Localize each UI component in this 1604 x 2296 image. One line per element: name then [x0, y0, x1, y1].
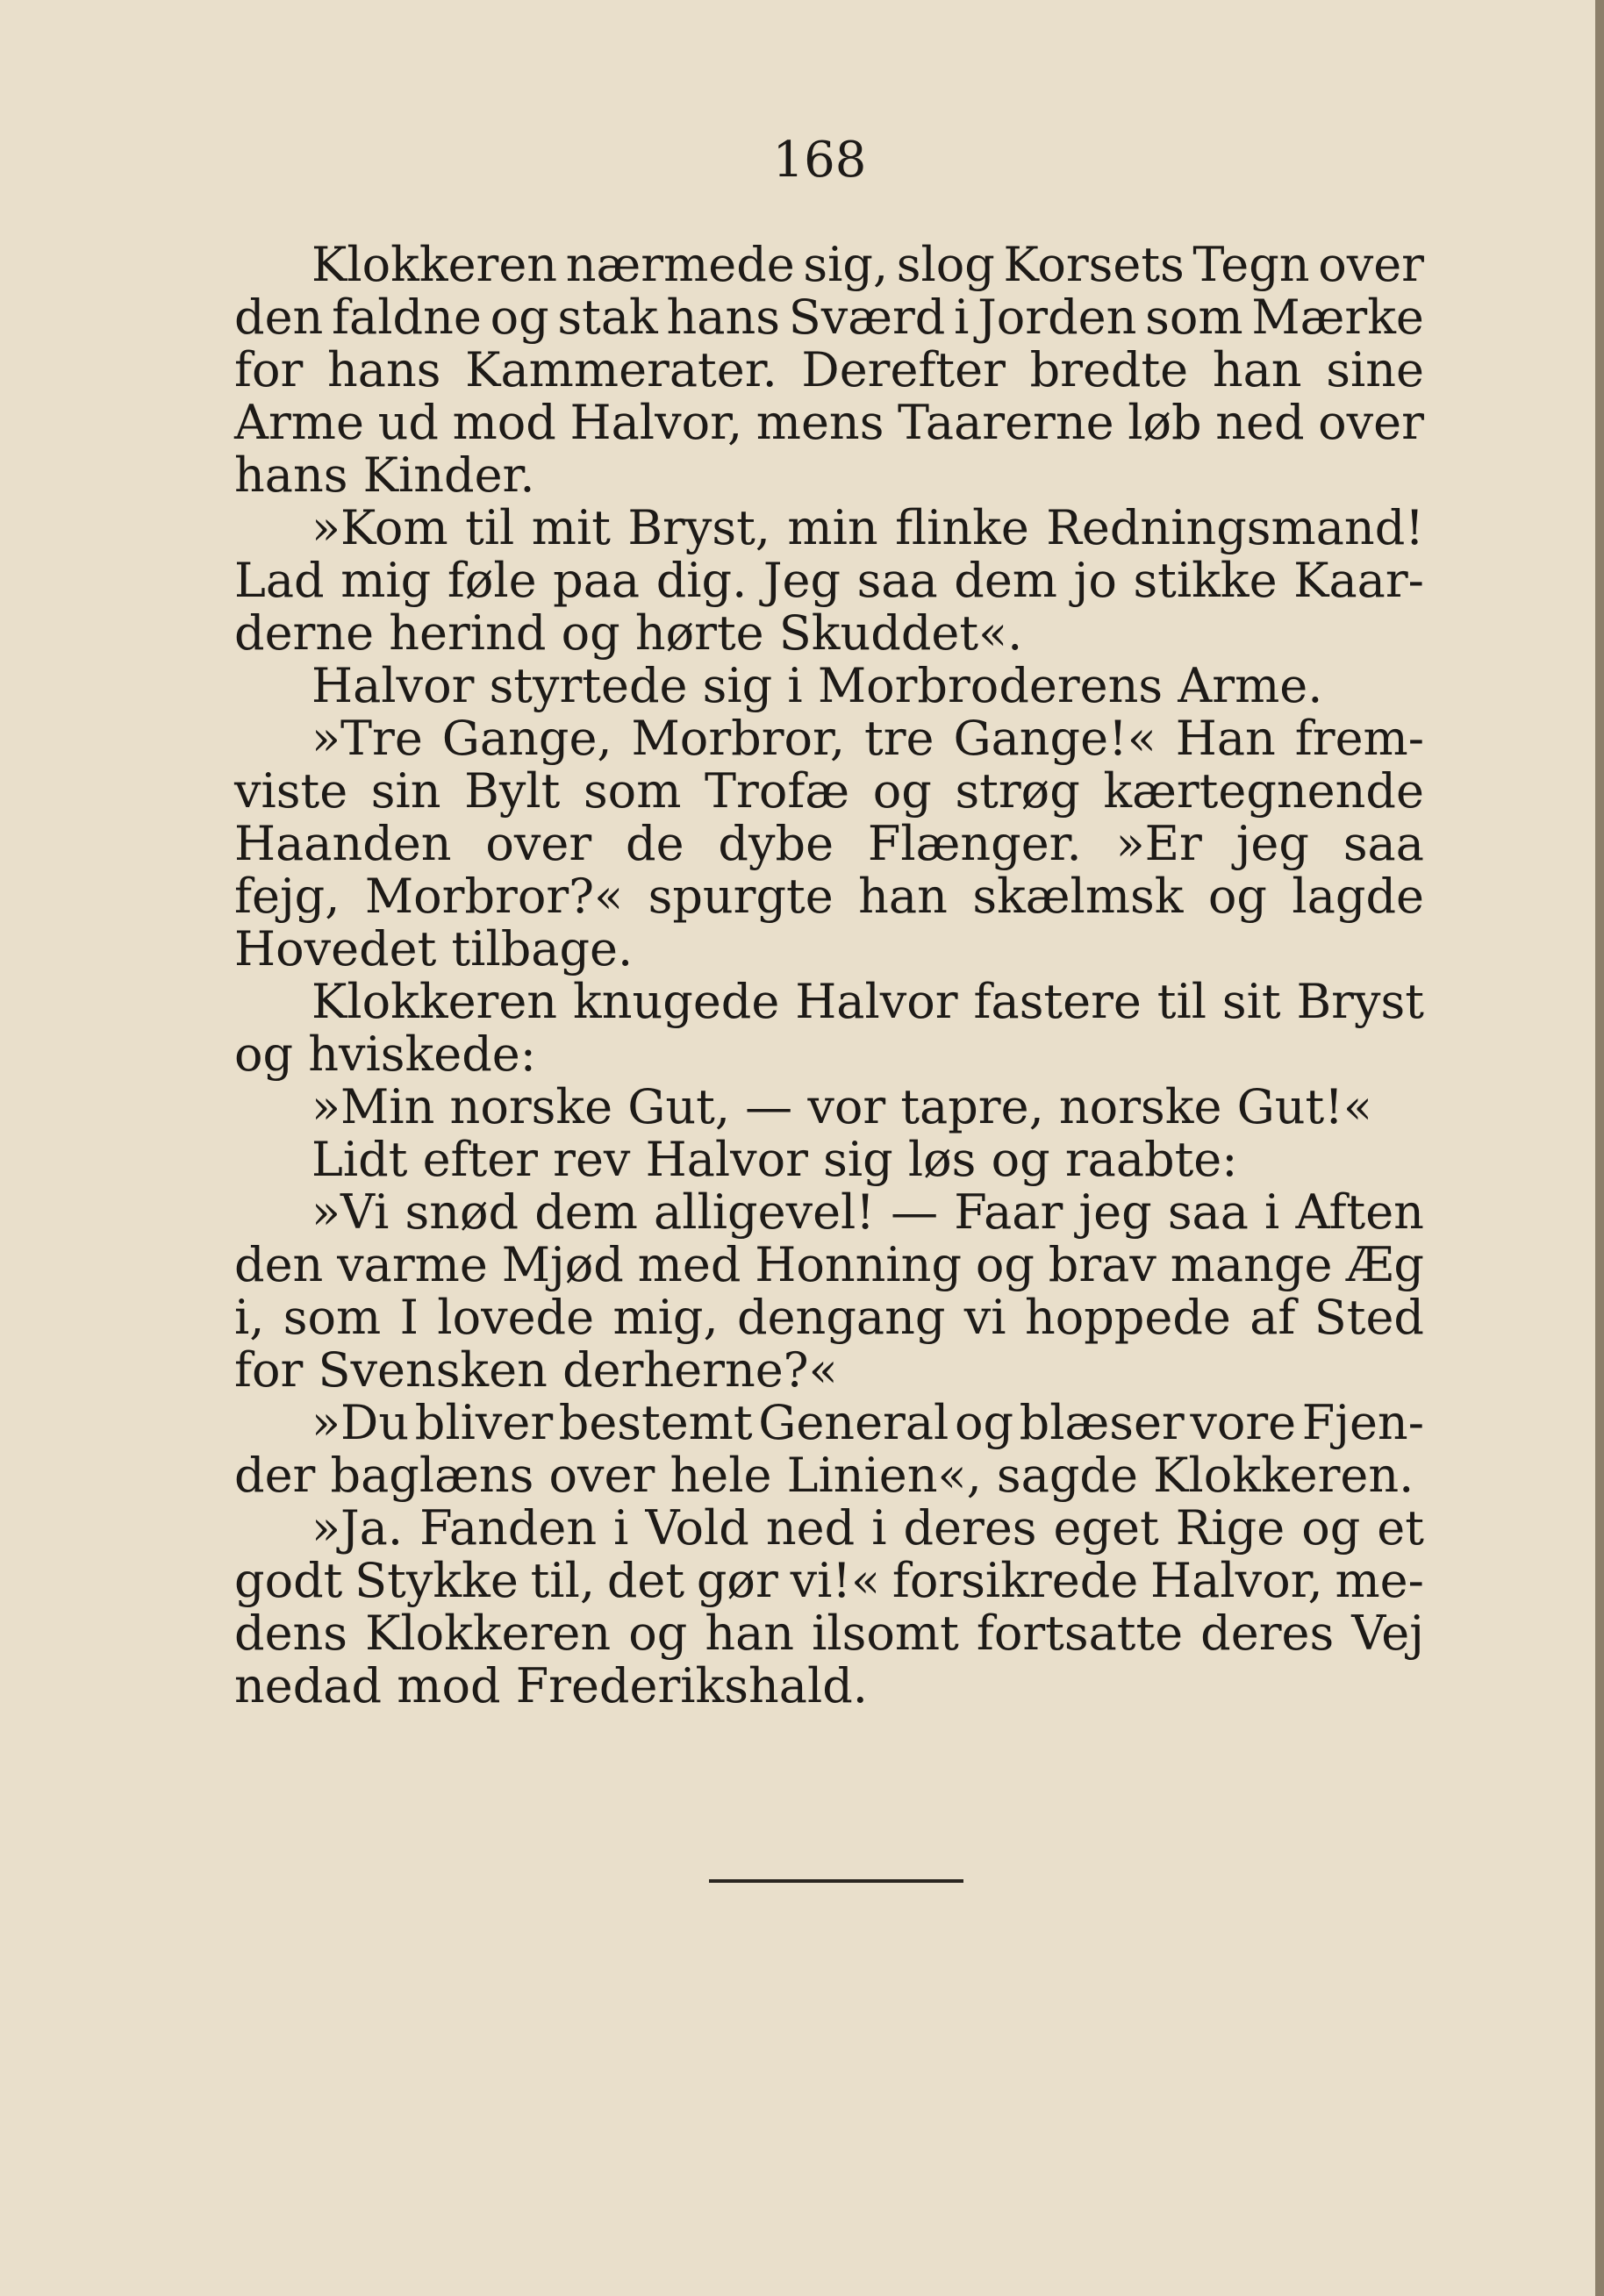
- word: Sted: [1314, 1290, 1424, 1345]
- word: jo: [1073, 553, 1117, 608]
- text-line: [234, 344, 1424, 397]
- word: sagde: [996, 1448, 1154, 1503]
- word: Kaar-: [1293, 553, 1424, 608]
- word: i,: [234, 1290, 265, 1345]
- word: dens: [234, 1606, 348, 1661]
- word: hoppede: [1024, 1290, 1231, 1345]
- word: Flænger.: [867, 816, 1082, 871]
- word: i: [613, 1500, 629, 1556]
- word: Taarerne: [898, 395, 1114, 450]
- text-line: [234, 502, 1424, 554]
- word: Æg: [1346, 1237, 1424, 1292]
- word: saa: [1343, 816, 1424, 871]
- word: der: [234, 1448, 331, 1503]
- word: Klokkeren.: [1153, 1448, 1414, 1503]
- word: mens: [755, 395, 884, 450]
- text-line: [234, 1186, 1424, 1239]
- word: til: [465, 500, 515, 555]
- word: Skuddet«.: [778, 605, 1023, 661]
- word: skælmsk: [972, 869, 1184, 924]
- word: Korsets: [1003, 237, 1185, 292]
- text-line: [234, 923, 1424, 976]
- word: tapre,: [900, 1079, 1059, 1134]
- word: min: [787, 500, 878, 555]
- word: nedad: [234, 1658, 397, 1713]
- word: gør: [696, 1553, 778, 1608]
- word: bestemt: [558, 1395, 753, 1450]
- word: føle: [447, 553, 537, 608]
- word: lovede: [437, 1290, 595, 1345]
- word: flinke: [895, 500, 1029, 555]
- word: han: [705, 1606, 795, 1661]
- word: kærtegnende: [1103, 763, 1424, 819]
- word: —: [891, 1184, 939, 1240]
- word: Sværd: [788, 290, 946, 345]
- word: strøg: [955, 763, 1080, 819]
- word: vi!«: [790, 1553, 881, 1608]
- word: til,: [530, 1553, 595, 1608]
- word: alligevel!: [654, 1184, 876, 1240]
- word: Faar: [954, 1184, 1063, 1240]
- word: ned: [1215, 395, 1305, 450]
- word: Arme: [234, 395, 364, 450]
- word: for: [234, 1342, 319, 1398]
- word: godt: [234, 1553, 343, 1608]
- text-line: [234, 1555, 1424, 1607]
- word: Derefter: [801, 342, 1006, 397]
- text-line: [234, 1397, 1424, 1449]
- word: efter: [422, 1132, 554, 1187]
- word: herind: [389, 605, 562, 661]
- word: Kammerater.: [465, 342, 777, 397]
- text-line: [234, 712, 1424, 765]
- word: og: [628, 1606, 688, 1661]
- word: dem: [534, 1184, 638, 1240]
- word: saa: [1167, 1184, 1249, 1240]
- word: General: [758, 1395, 949, 1450]
- word: Svensken: [318, 1342, 563, 1398]
- word: Halvor,: [1150, 1553, 1323, 1608]
- word: han: [1212, 342, 1302, 397]
- word: deres: [1200, 1606, 1335, 1661]
- word: hviskede:: [308, 1026, 536, 1082]
- word: knugede: [572, 974, 780, 1029]
- word: Klokkeren: [311, 237, 558, 292]
- word: snød: [405, 1184, 519, 1240]
- word: og: [1207, 869, 1267, 924]
- word: i: [954, 290, 970, 345]
- text-line: [234, 554, 1424, 607]
- word: det: [606, 1553, 685, 1608]
- word: Bylt: [464, 763, 561, 819]
- word: hans: [326, 342, 441, 397]
- word: mange: [1170, 1237, 1333, 1292]
- word: Halvor: [645, 1132, 824, 1187]
- word: Han: [1175, 711, 1276, 766]
- word: over: [548, 1448, 670, 1503]
- word: Fanden: [419, 1500, 598, 1556]
- word: Stykke: [354, 1553, 519, 1608]
- text-line: [234, 1449, 1424, 1502]
- word: sig: [702, 658, 788, 713]
- word: »Du: [311, 1395, 410, 1450]
- word: Arme.: [1178, 658, 1323, 713]
- page-edge: [1595, 0, 1604, 2296]
- word: og: [234, 1026, 309, 1082]
- word: i: [1264, 1184, 1280, 1240]
- word: mit: [531, 500, 611, 555]
- word: »Er: [1115, 816, 1202, 871]
- word: Frederikshald.: [515, 1658, 868, 1713]
- word: Gange!«: [953, 711, 1156, 766]
- text-line: [234, 1134, 1424, 1186]
- word: Gut,: [627, 1079, 746, 1134]
- word: ned: [765, 1500, 856, 1556]
- word: Aften: [1295, 1184, 1424, 1240]
- word: dybe: [718, 816, 834, 871]
- word: —: [745, 1079, 808, 1134]
- word: Gut!«: [1236, 1079, 1372, 1134]
- word: mod: [452, 395, 556, 450]
- word: Rige: [1175, 1500, 1285, 1556]
- word: Morbroderens: [817, 658, 1178, 713]
- word: og: [561, 605, 635, 661]
- word: Halvor: [795, 974, 958, 1029]
- word: i: [871, 1500, 887, 1556]
- word: Gange,: [441, 711, 612, 766]
- word: hans: [666, 290, 780, 345]
- word: Kinder.: [362, 447, 535, 503]
- word: løs: [907, 1132, 992, 1187]
- separator-rule: [709, 1879, 963, 1883]
- word: me-: [1335, 1553, 1424, 1608]
- word: Honning: [755, 1237, 963, 1292]
- word: som: [1145, 290, 1243, 345]
- word: Halvor: [311, 658, 490, 713]
- word: »Min: [311, 1079, 450, 1134]
- word: jeg: [1235, 816, 1309, 871]
- text-line: [234, 870, 1424, 923]
- word: Mærke: [1251, 290, 1424, 345]
- word: bredte: [1029, 342, 1189, 397]
- word: derne: [234, 605, 390, 661]
- word: i: [787, 658, 818, 713]
- word: jeg: [1078, 1184, 1152, 1240]
- word: »Ja.: [311, 1500, 404, 1556]
- word: sine: [1326, 342, 1424, 397]
- word: sig: [823, 1132, 908, 1187]
- word: derherne?«: [562, 1342, 838, 1398]
- word: Bryst,: [627, 500, 770, 555]
- word: sig,: [803, 237, 889, 292]
- word: mig,: [612, 1290, 719, 1345]
- word: Halvor,: [569, 395, 743, 450]
- text-line: [234, 1660, 1424, 1713]
- word: over: [485, 816, 592, 871]
- word: nærmede: [565, 237, 795, 292]
- text-line: [234, 1291, 1424, 1344]
- word: over: [1318, 395, 1424, 450]
- word: forsikrede: [892, 1553, 1139, 1608]
- word: dig.: [655, 553, 748, 608]
- text-line: [234, 1239, 1424, 1291]
- word: den: [234, 290, 324, 345]
- word: han: [858, 869, 948, 924]
- word: Vold: [645, 1500, 749, 1556]
- word: vi: [963, 1290, 1006, 1345]
- word: I: [399, 1290, 419, 1345]
- word: ilsomt: [812, 1606, 959, 1661]
- word: vor: [807, 1079, 901, 1134]
- text-line: [234, 1502, 1424, 1555]
- word: saa: [856, 553, 938, 608]
- word: et: [1377, 1500, 1424, 1556]
- word: eget: [1053, 1500, 1159, 1556]
- word: spurgte: [648, 869, 834, 924]
- text-line: [234, 1607, 1424, 1660]
- text-line: [234, 818, 1424, 870]
- word: slog: [896, 237, 995, 292]
- word: stikke: [1133, 553, 1278, 608]
- word: viste: [234, 763, 348, 819]
- word: Jorden: [977, 290, 1137, 345]
- word: Fjen-: [1301, 1395, 1424, 1450]
- word: styrtede: [489, 658, 703, 713]
- word: sit: [1221, 974, 1281, 1029]
- word: vore: [1190, 1395, 1297, 1450]
- word: Hovedet: [234, 921, 452, 976]
- word: frem-: [1294, 711, 1424, 766]
- word: rev: [553, 1132, 646, 1187]
- word: med: [637, 1237, 741, 1292]
- text-line: [234, 1081, 1424, 1134]
- word: den: [234, 1237, 324, 1292]
- word: og: [991, 1132, 1065, 1187]
- word: varme: [337, 1237, 488, 1292]
- word: Bryst: [1296, 974, 1424, 1029]
- body-text: [234, 239, 1424, 1713]
- word: og: [1301, 1500, 1361, 1556]
- word: tre: [864, 711, 934, 766]
- word: Klokkeren: [365, 1606, 612, 1661]
- word: norske: [449, 1079, 628, 1134]
- word: faldne: [332, 290, 482, 345]
- word: og: [872, 763, 932, 819]
- word: Redningsmand!: [1046, 500, 1424, 555]
- word: dengang: [737, 1290, 946, 1345]
- word: blæser: [1019, 1395, 1185, 1450]
- word: Trofæ: [705, 763, 850, 819]
- word: Vej: [1351, 1606, 1424, 1661]
- word: for: [234, 342, 304, 397]
- text-line: [234, 1028, 1424, 1081]
- text-line: [234, 239, 1424, 291]
- word: »Tre: [311, 711, 423, 766]
- word: hans: [234, 447, 363, 503]
- word: som: [583, 763, 682, 819]
- text-line: [234, 291, 1424, 344]
- word: og: [954, 1395, 1014, 1450]
- word: til: [1156, 974, 1207, 1029]
- word: over: [1318, 237, 1424, 292]
- word: »Vi: [311, 1184, 390, 1240]
- word: norske: [1058, 1079, 1237, 1134]
- word: fastere: [973, 974, 1142, 1029]
- text-line: [234, 660, 1424, 712]
- word: som: [283, 1290, 382, 1345]
- word: Linien«,: [786, 1448, 997, 1503]
- word: lagde: [1292, 869, 1424, 924]
- text-line: [234, 1344, 1424, 1397]
- word: sin: [370, 763, 441, 819]
- word: stak: [557, 290, 658, 345]
- word: og: [490, 290, 549, 345]
- word: fortsatte: [976, 1606, 1184, 1661]
- text-line: [234, 976, 1424, 1028]
- word: Mjød: [501, 1237, 624, 1292]
- word: hørte: [634, 605, 779, 661]
- word: Morbror?«: [364, 869, 624, 924]
- page-number: 168: [772, 132, 867, 189]
- word: paa: [553, 553, 641, 608]
- word: bliver: [414, 1395, 554, 1450]
- word: deres: [903, 1500, 1037, 1556]
- word: tilbage.: [451, 921, 634, 976]
- word: ud: [377, 395, 439, 450]
- word: af: [1250, 1290, 1296, 1345]
- word: løb: [1128, 395, 1202, 450]
- word: Klokkeren: [311, 974, 558, 1029]
- word: de: [626, 816, 684, 871]
- word: »Kom: [311, 500, 448, 555]
- word: Tegn: [1192, 237, 1310, 292]
- word: Lad: [234, 553, 325, 608]
- word: mod: [397, 1658, 516, 1713]
- word: Jeg: [763, 553, 841, 608]
- word: og: [975, 1237, 1035, 1292]
- word: Haanden: [234, 816, 452, 871]
- word: brav: [1048, 1237, 1156, 1292]
- text-line: [234, 449, 1424, 502]
- word: mig: [340, 553, 432, 608]
- word: dem: [954, 553, 1058, 608]
- word: hele: [670, 1448, 787, 1503]
- text-line: [234, 765, 1424, 818]
- word: baglæns: [330, 1448, 549, 1503]
- text-line: [234, 607, 1424, 660]
- word: Morbror,: [631, 711, 846, 766]
- word: fejg,: [234, 869, 340, 924]
- word: raabte:: [1064, 1132, 1238, 1187]
- word: Lidt: [311, 1132, 423, 1187]
- text-line: [234, 397, 1424, 449]
